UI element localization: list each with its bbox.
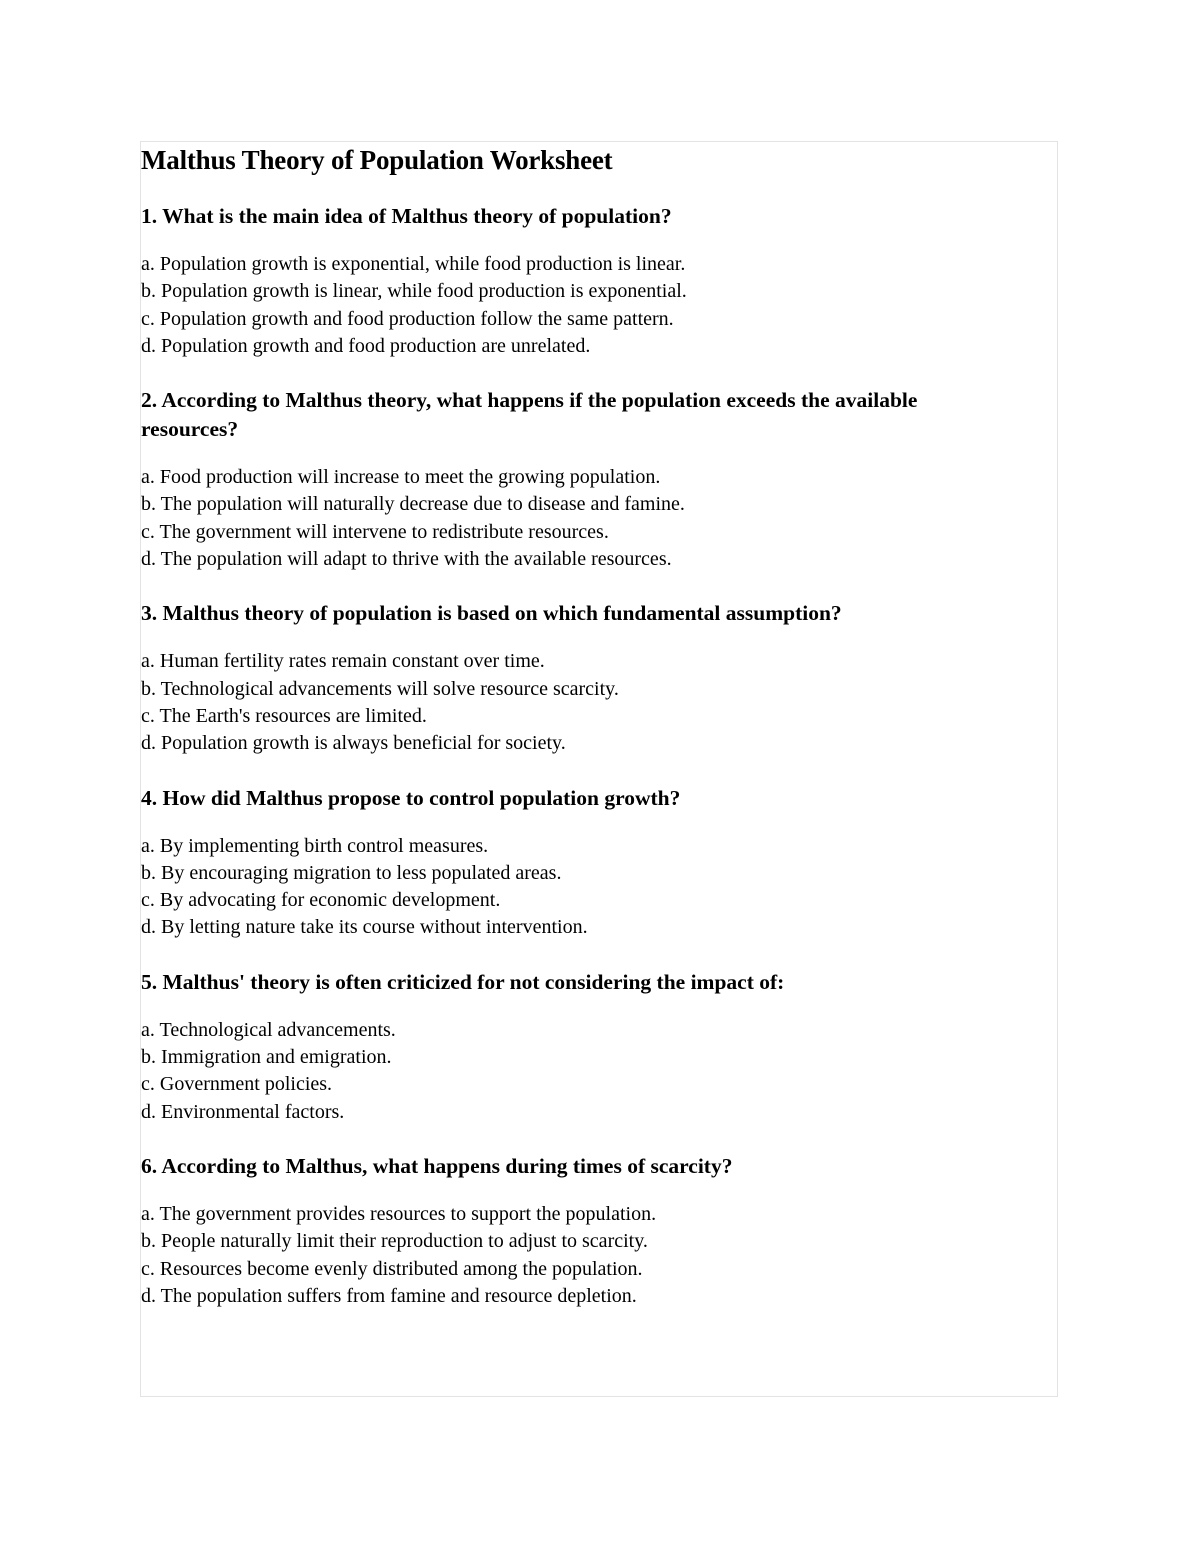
answer-option: a. Human fertility rates remain constant over time. xyxy=(141,650,545,673)
answer-options xyxy=(141,1017,1041,1126)
answer-option: d. The population will adapt to thrive with the available resources. xyxy=(141,548,672,571)
answer-option: c. Government policies. xyxy=(141,1073,333,1096)
answer-option: d. Environmental factors. xyxy=(141,1100,345,1123)
answer-option: b. Immigration and emigration. xyxy=(141,1046,392,1069)
answer-option: b. The population will naturally decrease due to disease and famine. xyxy=(141,493,685,516)
answer-option: c. Resources become evenly distributed among the population. xyxy=(141,1257,643,1280)
answer-option: b. People naturally limit their reproduction to adjust to scarcity. xyxy=(141,1230,648,1253)
answer-option: c. By advocating for economic development. xyxy=(141,889,501,912)
question-6 xyxy=(141,1152,1041,1310)
answer-option: a. Food production will increase to meet the growing population. xyxy=(141,466,661,489)
answer-option: a. Technological advancements. xyxy=(141,1018,396,1041)
answer-option: a. By implementing birth control measures. xyxy=(141,834,489,857)
answer-option: c. Population growth and food production follow the same pattern. xyxy=(141,307,674,330)
question-text: 5. Malthus' theory is often criticized for not considering the impact of: xyxy=(141,969,785,994)
answer-option: b. Population growth is linear, while food production is exponential. xyxy=(141,280,687,303)
question-4 xyxy=(141,784,1041,942)
answer-option: c. The government will intervene to redistribute resources. xyxy=(141,520,609,543)
question-text: 6. According to Malthus, what happens during times of scarcity? xyxy=(141,1153,733,1178)
answer-option: c. The Earth's resources are limited. xyxy=(141,704,427,727)
worksheet-content xyxy=(141,144,1041,1310)
answer-option: d. By letting nature take its course without intervention. xyxy=(141,916,588,939)
question-5 xyxy=(141,968,1041,1126)
answer-options xyxy=(141,833,1041,942)
answer-option: d. Population growth is always beneficial for society. xyxy=(141,732,566,755)
question-1 xyxy=(141,202,1041,360)
question-3 xyxy=(141,599,1041,757)
answer-options xyxy=(141,251,1041,360)
question-text: 4. How did Malthus propose to control population growth? xyxy=(141,785,681,810)
answer-options xyxy=(141,648,1041,757)
answer-options xyxy=(141,1201,1041,1310)
answer-option: d. Population growth and food production are unrelated. xyxy=(141,334,591,357)
question-text: 2. According to Malthus theory, what happens if the population exceeds the available resources? xyxy=(141,388,918,442)
question-2 xyxy=(141,386,1041,573)
answer-option: a. Population growth is exponential, while food production is linear. xyxy=(141,253,686,275)
question-text: 1. What is the main idea of Malthus theory of population? xyxy=(141,204,672,228)
answer-option: a. The government provides resources to support the population. xyxy=(141,1202,657,1225)
answer-option: b. By encouraging migration to less populated areas. xyxy=(141,861,562,884)
answer-options xyxy=(141,464,1041,573)
question-text: 3. Malthus theory of population is based on which fundamental assumption? xyxy=(141,601,842,626)
worksheet-title: Malthus Theory of Population Worksheet xyxy=(141,145,613,175)
answer-option: d. The population suffers from famine and resource depletion. xyxy=(141,1284,637,1307)
answer-option: b. Technological advancements will solve resource scarcity. xyxy=(141,677,619,700)
